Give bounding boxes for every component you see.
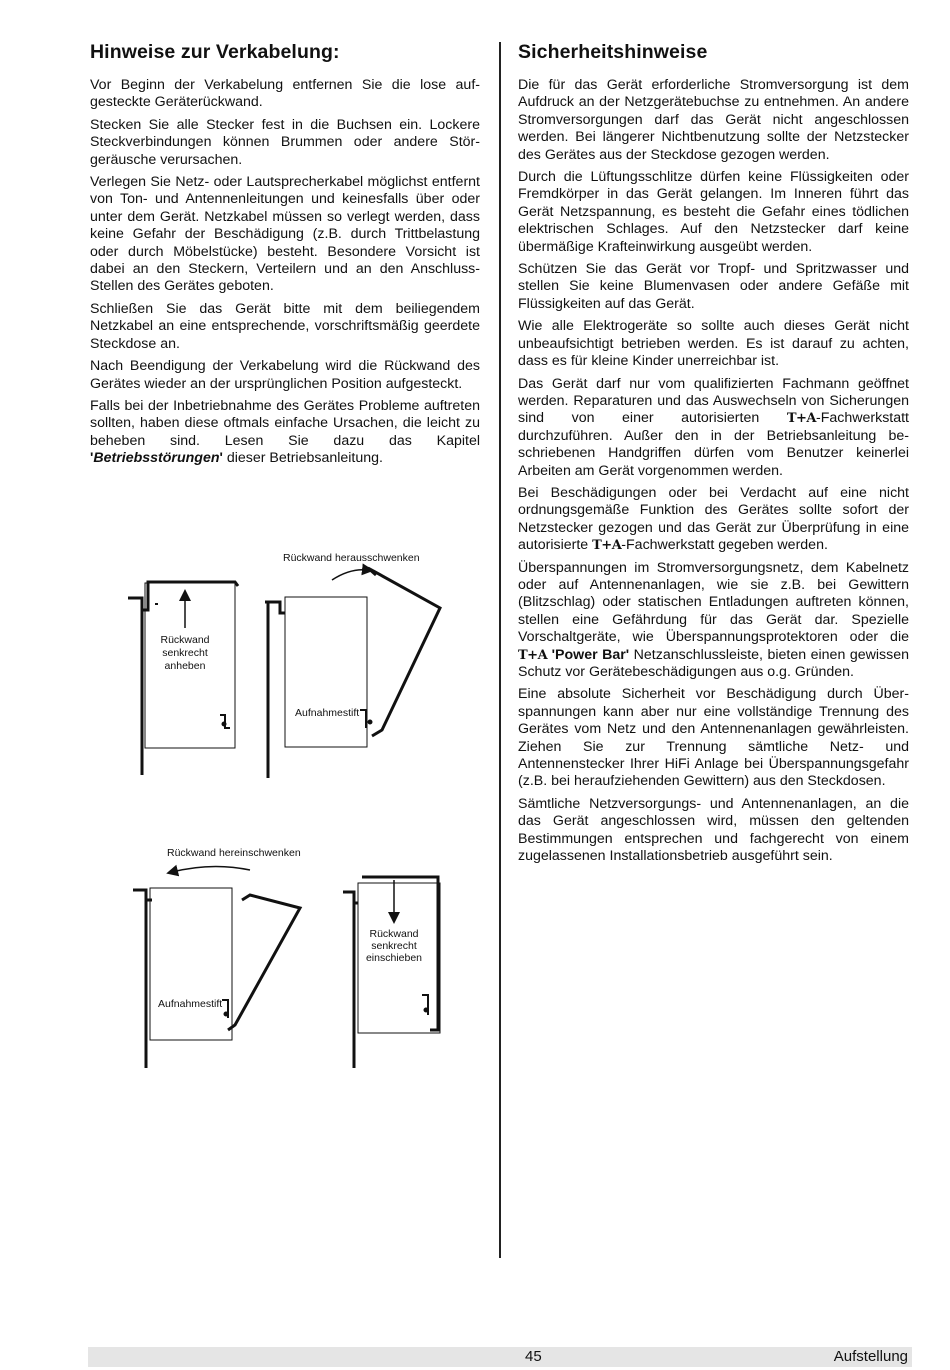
quote-mark: ' — [219, 450, 223, 467]
paragraph-text: Das Gerät darf nur vom qualifizierten Fachmann geöffnet werden. Reparaturen und das Auswechseln von Sicherungen sind von einer autorisierten — [518, 375, 909, 427]
right-column — [518, 40, 909, 870]
safety-paragraph-3: Schützen Sie das Gerät vor Tropf- und Spritzwasser und stellen Sie keine Blumenvasen oder andere Gefäße mit Flüssigkeiten auf das Gerät. — [518, 261, 909, 312]
cabling-paragraph-3: Verlegen Sie Netz- oder Lautsprecherkabel möglichst entfernt von Ton- und Antennenleitungen und keinesfalls über oder unter dem Gerät. Netzkabel müssen so verlegt werden, dass keine Gefahr der Beschädigung (z.B. durch Trittbelastung oder durch Möbelstücke) besteht. Besondere Vorsicht ist dabei an den Steckern, Verteilern und an den Anschluss-Stellen des Gerätes geboten. — [90, 174, 480, 295]
safety-paragraph-2: Durch die Lüftungsschlitze dürfen keine Flüssigkeiten oder Fremdkörper in das Gerät gelangen. Im Inneren führt das Gerät Netzspannung, es besteht die Gefahr eines tödlichen elektrischen Schlages. Auf den Netzstecker darf keine übermäßige Krafteinwirkung ausgeübt werden. — [518, 169, 909, 255]
brand-logo: T+A — [592, 538, 622, 554]
left-column — [90, 40, 480, 473]
label-pin-1: Aufnahmestift — [295, 707, 360, 719]
paragraph-text: Bei Beschädigungen oder bei Verdacht auf eine nicht ordnungsgemäße Funktion des Gerätes sollte sofort der Netzstecker gezogen und das Gerät zur Überprüfung in eine autorisierte — [518, 484, 909, 554]
label-pin-2: Aufnahmestift — [158, 998, 223, 1010]
quote-mark: ' — [90, 450, 94, 467]
safety-paragraph-8: Eine absolute Sicherheit vor Beschädigung durch Überspannungen kann aber nur eine vollständige Trennung des Gerätes vom Netz und den Antennenanlagen gewährleisten. Ziehen Sie zur Trennung sämtliche Netz- und Antennenstecker Ihrer HiFi Anlage bei Überspannungsgefahr (z.B. bei heraufziehenden Gewittern) aus den Steckdosen. — [518, 686, 909, 790]
paragraph-text: dieser Betriebsanleitung. — [222, 450, 383, 467]
label-slide-in-line-2: senkrecht — [371, 940, 417, 952]
paragraph-text: -Fachwerkstatt durchzuführen. Außer den in der Betriebsanleitung beschriebenen Handgriffen dürfen vom Benutzer keinerlei Arbeiten am Gerät vorgenommen werden. — [518, 410, 909, 479]
step-slide-in-illustration — [343, 877, 440, 1068]
paragraph-text: Netzanschlussleiste, bieten einen gewissen Schutz vor Gerätebeschädigungen aus o.g. Gründen. — [518, 646, 909, 680]
brand-logo: T+A — [786, 411, 816, 427]
label-swing-in: Rückwand hereinschwenken — [167, 847, 301, 859]
column-divider — [499, 42, 501, 1258]
safety-heading: Sicherheitshinweise — [518, 41, 708, 63]
paragraph-text: -Fachwerkstatt gegeben werden. — [621, 537, 828, 554]
safety-paragraph-4: Wie alle Elektrogeräte so sollte auch dieses Gerät nicht unbeaufsichtigt betrieben werden. Es ist darauf zu achten, dass es für kleine Kinder unerreichbar ist. — [518, 318, 909, 370]
cabling-paragraph-1: Vor Beginn der Verkabelung entfernen Sie die lose aufgesteckte Geräterückwand. — [90, 77, 480, 111]
footer-bar — [88, 1347, 912, 1367]
paragraph-text: Falls bei der Inbetriebnahme des Gerätes Probleme auftreten sollten, haben diese oftmals einfache Ursachen, die leicht zu beheben sind. Lesen Sie dazu das Kapitel — [90, 397, 480, 449]
label-raise-line-2: senkrecht — [162, 647, 208, 659]
brand-logo: T+A — [518, 647, 548, 663]
cabling-paragraph-5: Nach Beendigung der Verkabelung wird die Rückwand des Gerätes wieder an der ursprünglichen Position aufgesteckt. — [90, 358, 480, 392]
step-raise-illustration — [128, 582, 238, 775]
safety-paragraph-6 — [518, 485, 909, 555]
paragraph-text: Überspannungen im Stromversorgungsnetz, dem Kabelnetz oder auf Antennenanlagen, wie sie z.B. bei Gewittern (Blitzschlag) oder statischen Entladungen auftreten können, stellen eine Gefährdung für das Gerät dar. Spezielle Vorschaltgeräte, wie Überspannungsprotektoren oder die — [518, 559, 909, 646]
safety-paragraph-9: Sämtliche Netzversorgungs- und Antennenanlagen, an die das Gerät angeschlossen wird, müssen den geltenden Bestimmungen entsprechen und fachgerecht von einem zugelassenen Installationsbetrieb ausgeführt sein. — [518, 795, 909, 865]
step-swing-out-illustration — [265, 568, 440, 778]
step-swing-in-illustration — [133, 888, 300, 1068]
cabling-paragraph-4: Schließen Sie das Gerät bitte mit dem beiliegendem Netzkabel an eine entsprechende, vorschriftsmäßig geerdete Steckdose an. — [90, 300, 480, 352]
section-title: Aufstellung — [833, 1348, 908, 1365]
label-slide-in-line-3: einschieben — [365, 952, 423, 964]
label-swing-out: Rückwand herausschwenken — [283, 552, 420, 564]
label-raise-line-1: Rückwand — [160, 634, 210, 646]
cabling-paragraph-6 — [90, 398, 480, 468]
safety-paragraph-1: Die für das Gerät erforderliche Stromversorgung ist dem Aufdruck an der Netzgerätebuchse zu entnehmen. An andere Stromversorgungen darf das Gerät nicht angeschlossen werden. Bei längerer Nichtbenutzung sollte der Netzstecker des Gerätes aus der Steckdose gezogen werden. — [518, 77, 909, 163]
label-raise-line-3: anheben — [164, 660, 206, 672]
cabling-paragraph-2: Stecken Sie alle Stecker fest in die Buchsen ein. Lockere Steckverbindungen können Brummen oder andere Störgeräusche verursachen. — [90, 116, 480, 168]
back-panel-diagram — [100, 540, 460, 1080]
cabling-heading: Hinweise zur Verkabelung: — [90, 41, 340, 63]
safety-paragraph-7 — [518, 560, 909, 682]
safety-paragraph-5 — [518, 376, 909, 480]
chapter-reference: Betriebsstörungen — [93, 450, 220, 467]
product-name: 'Power Bar' — [547, 646, 630, 663]
page-number: 45 — [525, 1348, 542, 1365]
label-slide-in-line-1: Rückwand — [369, 928, 419, 940]
